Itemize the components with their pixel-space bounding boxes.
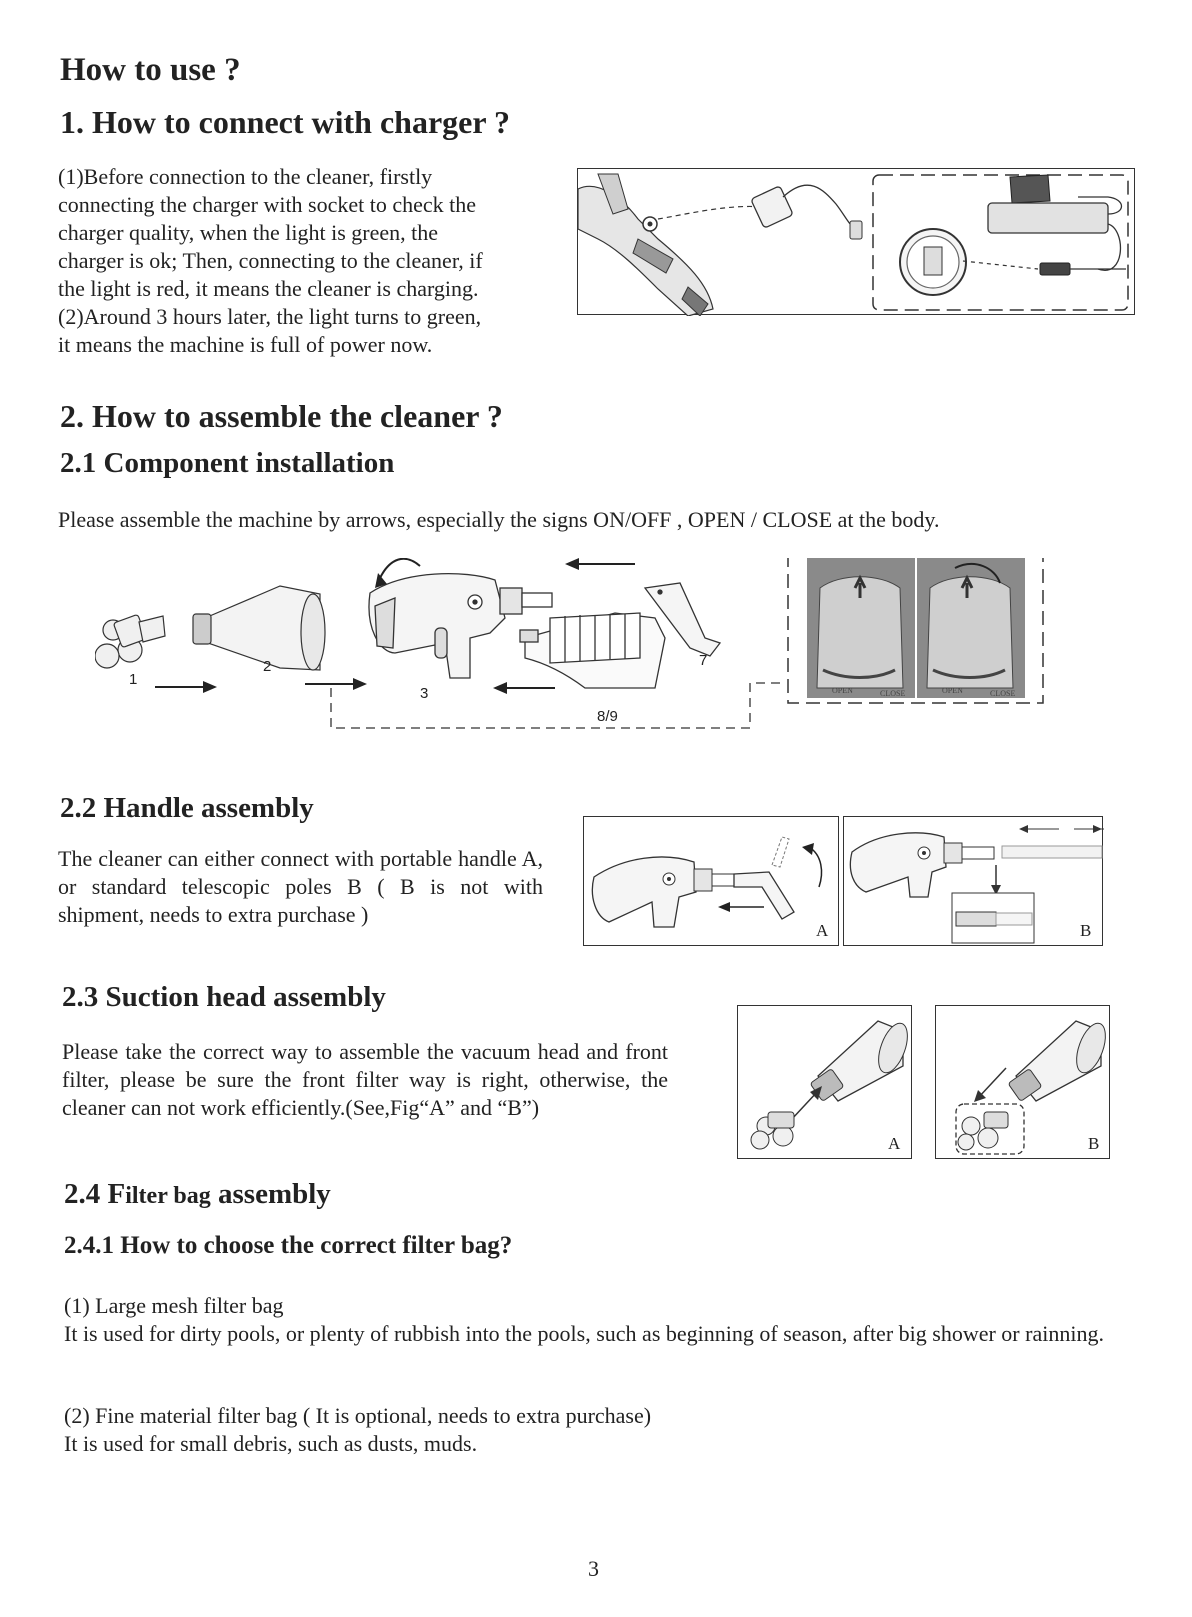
figure-label-a: A <box>816 921 829 940</box>
figure-label-b: B <box>1080 921 1092 940</box>
part-3-body <box>369 574 552 678</box>
part-8-9-basket <box>520 613 665 688</box>
filter-item-2-title: (2) Fine material filter bag ( It is optional, needs to extra purchase) <box>64 1403 652 1428</box>
part-label-7: 7 <box>699 652 708 669</box>
section-2-4-heading <box>64 1178 331 1211</box>
part-label-2: 2 <box>263 658 272 675</box>
figure-label-b: B <box>1088 1134 1100 1153</box>
handle-a-illustration <box>584 817 840 947</box>
heading-part: assembly <box>210 1178 331 1210</box>
filter-item-1-text: It is used for dirty pools, or plenty of rubbish into the pools, such as beginning of season, after big shower or rainning. <box>64 1321 1104 1346</box>
suction-figure-b <box>935 1005 1110 1159</box>
filter-item-1-title: (1) Large mesh filter bag <box>64 1293 284 1318</box>
dial-open-label: OPEN <box>942 686 963 695</box>
section-2-1-text: Please assemble the machine by arrows, especially the signs ON/OFF , OPEN / CLOSE at the body. <box>58 507 940 532</box>
section-1-heading: 1. How to connect with charger ? <box>60 104 510 140</box>
text-line: charger is ok; Then, connecting to the cleaner, if <box>58 248 483 273</box>
suction-b-illustration <box>936 1006 1111 1160</box>
text-line: charger quality, when the light is green, the <box>58 220 438 245</box>
dial-close-label: CLOSE <box>880 689 906 698</box>
dial-open-label: OPEN <box>832 686 853 695</box>
text-line: the light is red, it means the cleaner is charging. <box>58 276 479 301</box>
section-2-2-heading: 2.2 Handle assembly <box>60 792 314 824</box>
component-installation-figure <box>95 558 1085 758</box>
text-line: it means the machine is full of power now. <box>58 332 433 357</box>
text-line: connecting the charger with socket to check the <box>58 192 477 217</box>
handle-figure-a <box>583 816 839 946</box>
text-line: (1)Before connection to the cleaner, firstly <box>58 164 433 189</box>
part-1-head <box>95 614 165 668</box>
page-title: How to use ? <box>60 52 241 88</box>
part-label-1: 1 <box>129 671 138 688</box>
charger-illustration <box>578 169 1136 316</box>
handle-b-illustration <box>844 817 1104 947</box>
section-2-4-1-heading: 2.4.1 How to choose the correct filter bag? <box>64 1232 513 1259</box>
part-2-filter <box>193 586 325 670</box>
page-number: 3 <box>588 1556 599 1581</box>
figure-label-a: A <box>888 1134 901 1153</box>
section-2-heading: 2. How to assemble the cleaner ? <box>60 398 503 434</box>
charger-figure <box>577 168 1135 315</box>
suction-figure-a <box>737 1005 912 1159</box>
text-line: (2)Around 3 hours later, the light turns to green, <box>58 304 482 329</box>
section-2-2-text: The cleaner can either connect with portable handle A, or standard telescopic poles B ( B is not with shipment, needs to extra purchase ) <box>58 846 543 927</box>
section-1-text <box>58 163 558 359</box>
section-2-1-heading: 2.1 Component installation <box>60 447 395 479</box>
suction-a-illustration <box>738 1006 913 1160</box>
part-label-3: 3 <box>420 685 429 702</box>
dial-close-label: CLOSE <box>990 689 1016 698</box>
section-2-3-heading: 2.3 Suction head assembly <box>62 981 386 1013</box>
filter-item-2-text: It is used for small debris, such as dusts, muds. <box>64 1431 478 1456</box>
part-label-8-9: 8/9 <box>597 708 618 725</box>
section-2-3-text: Please take the correct way to assemble the vacuum head and front filter, please be sure the front filter way is right, otherwise, the cleaner can not work efficiently.(See,Fig“A” and “B”) <box>62 1039 668 1120</box>
heading-part: ilter bag <box>125 1183 211 1209</box>
component-illustration <box>95 558 1085 758</box>
heading-part: 2.4 F <box>64 1178 126 1210</box>
handle-figure-b <box>843 816 1103 946</box>
